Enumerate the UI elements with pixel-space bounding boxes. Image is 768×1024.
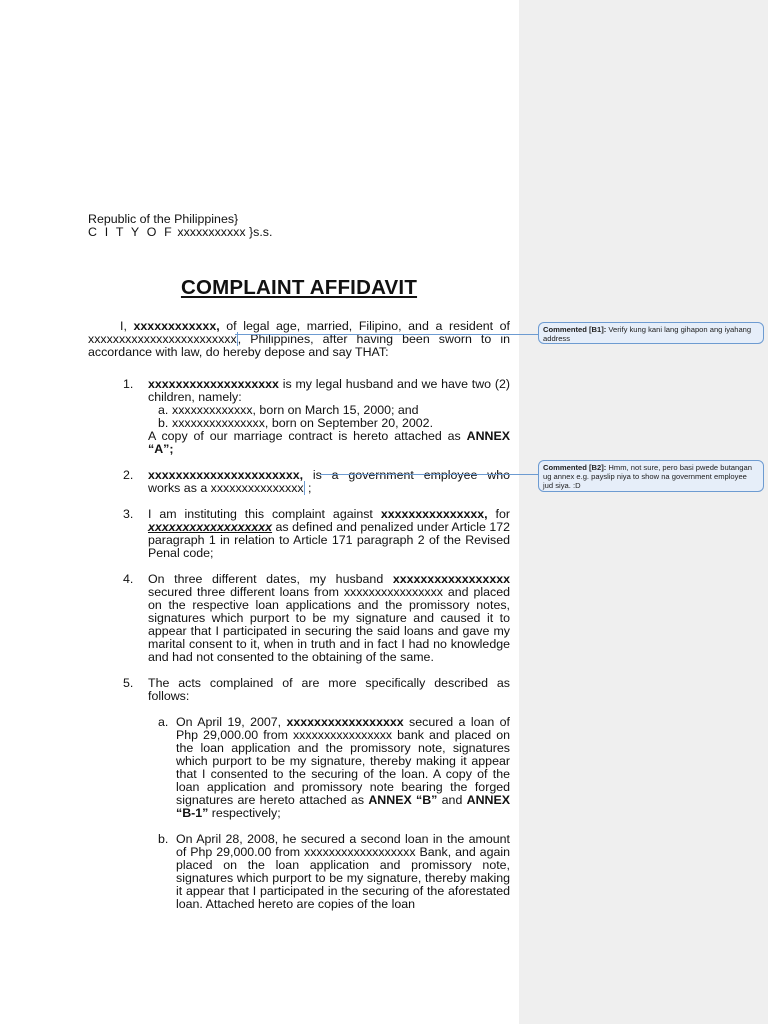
header-line-2: C I T Y O F xxxxxxxxxxx }s.s. (88, 225, 273, 239)
list-item: 3. I am instituting this complaint against xxxxxxxxxxxxxxx, for xxxxxxxxxxxxxxxxxx as defined and penalized under Article 172 paragraph 1 in relation to Article 171 paragraph 2 of the Revised Penal code; (123, 507, 511, 560)
children-list (148, 404, 510, 430)
list-item: a. xxxxxxxxxxxxx, born on March 15, 2000; and (158, 403, 419, 417)
header-line-1: Republic of the Philippines} (88, 212, 239, 226)
acts-list (148, 716, 510, 911)
comments-pane (519, 0, 768, 1024)
list-item: b. On April 28, 2008, he secured a second loan in the amount of Php 29,000.00 from xxxxxxxxxxxxxxxxxx Bank, and again placed on the loan application and promissory note, signatures which purport to be my signature, thereby making it appear that I participated in the securing of the aforestated loan. Attached hereto are copies of the loan (158, 832, 510, 911)
comment-connector-b2 (320, 474, 538, 475)
list-item: 5. The acts complained of are more specifically described as follows: a. On April 19, 2007, xxxxxxxxxxxxxxxxx secured a loan of Php 29,000.00 from xxxxxxxxxxxxxxxx bank and placed on the loan application and the promissory note, signatures which purport to be my signature, thereby making it appear that I consented to the securing of the loan. A copy of the loan application and promissory note bearing the forged signatures are hereto attached as ANNEX “B” and ANNEX “B-1” respectively; b. On April 28, 2008, he secured a second loan in the amount of Php 29,000.00 from xxxxxxxxxxxxxxxxxx Bank, and again placed on the loan application and promissory note, signatures which purport to be my signature, thereby making it appear that I participated in the securing of the aforestated loan. Attached hereto are copies of the loan (123, 676, 511, 911)
list-item: b. xxxxxxxxxxxxxxx, born on September 20, 2002. (158, 416, 434, 430)
intro-paragraph: I, xxxxxxxxxxxx, of legal age, married, Filipino, and a resident of xxxxxxxxxxxxxxxxxxxxxxxx, Philippines, after having been sworn to in accordance with law, do hereby depose and say THAT: (88, 319, 511, 359)
list-item: 1. xxxxxxxxxxxxxxxxxxx is my legal husband and we have two (2) children, namely: a. xxxxxxxxxxxxx, born on March 15, 2000; and b. xxxxxxxxxxxxxxx, born on September 20, 2002. A copy of our marriage contract is hereto attached as ANNEX “A”; (123, 377, 510, 456)
list-item: 2. xxxxxxxxxxxxxxxxxxxxxx, is a government employee who works as a xxxxxxxxxxxxxxx ; (123, 468, 510, 495)
list-item: a. On April 19, 2007, xxxxxxxxxxxxxxxxx secured a loan of Php 29,000.00 from xxxxxxxxxxxxxxxx bank and placed on the loan application and the promissory note, signatures which purport to be my signature, thereby making it appear that I consented to the securing of the loan. A copy of the loan application and promissory note bearing the forged signatures are hereto attached as ANNEX “B” and ANNEX “B-1” respectively; (158, 715, 511, 820)
comment-b1[interactable]: Commented [B1]: Verify kung kani lang gihapon ang iyahang address (538, 322, 764, 344)
comment-anchor-b2[interactable]: ; (304, 481, 312, 495)
document-body[interactable] (88, 213, 510, 924)
comment-connector-b1 (235, 334, 538, 335)
list-item: 4. On three different dates, my husband xxxxxxxxxxxxxxxxx secured three different loans from xxxxxxxxxxxxxxxx and placed on the respective loan applications and the promissory notes, signatures which purport to be my signature and caused it to appear that I participated in securing the said loans and gave my marital consent to it, when in truth and in fact I had no knowledge and had not consented to the obtaining of the same. (123, 572, 510, 664)
comment-b2[interactable]: Commented [B2]: Hmm, not sure, pero basi pwede butangan ug annex e.g. payslip niya to show na government employee jud siya. :D (538, 460, 764, 492)
page-title: COMPLAINT AFFIDAVIT (180, 276, 418, 299)
allegations-list (88, 378, 510, 911)
